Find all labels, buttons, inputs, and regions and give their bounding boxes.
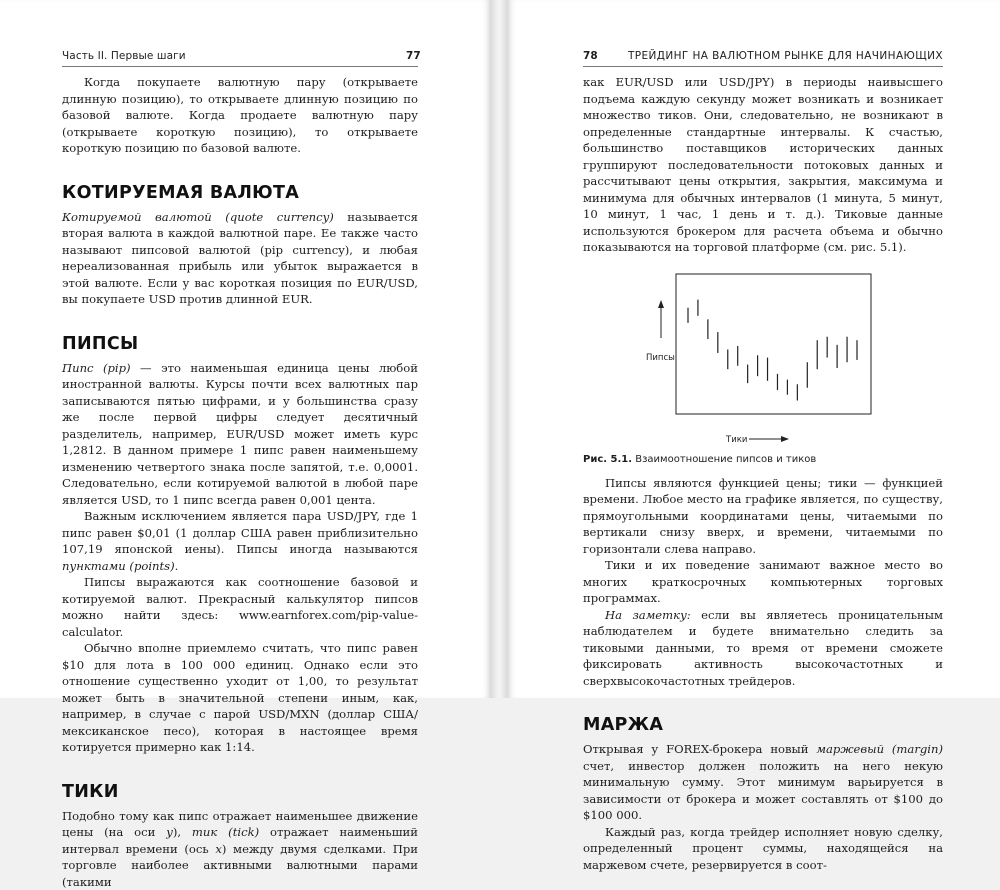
margin-paragraph-2: Каждый раз, когда трейдер исполняет новую сделку, определенный процент суммы, находящейся на маржевом счете, резервируется в сoот- (583, 824, 943, 874)
chart-frame (676, 274, 871, 414)
figure-caption (583, 454, 943, 465)
figure-5-1 (583, 270, 943, 450)
pips-text-2: Важным исключением является пара USD/JPY, где 1 пипс равен $0,01 (1 доллар США равен приблизительно 107,19 японской иены). Пипсы иногда называются (62, 509, 418, 556)
intro-paragraph: Когда покупаете валютную пару (открываете длинную позицию), то открываете длинную позицию по базовой валюте. Когда продаете валютную пару (открываете короткую позицию), то открываете короткую позицию по базовой валюте. (62, 74, 418, 157)
right-page (508, 0, 1000, 698)
pips-heading: ПИПСЫ (62, 334, 418, 354)
right-page-number: 78 (583, 50, 598, 62)
left-header-rule (62, 66, 418, 67)
ticks-text-a: Подобно тому как пипс отражает наименьшее движение цены (на оси (62, 809, 418, 840)
pips-text-1: — это наименьшая единица цены любой иностранной валюты. Курсы почти всех валютных пар записываются пятью цифрами, и у большинства сразу же после первой цифры следует десятичный разделитель, например, EUR/USD может иметь курс 1,2812. В данном примере 1 пипс равен наименьшему изменению четвертого знака после запятой, т.е. 0,0001. Следовательно, если котируемой валютой в любой паре является USD, то 1 пипс всегда равен 0,001 цента. (62, 361, 418, 507)
ticks-paragraph (62, 808, 418, 890)
ticks-heading: ТИКИ (62, 782, 418, 802)
book-gutter (490, 0, 508, 698)
continuation-paragraph: как EUR/USD или USD/JPY) в периоды наивысшего подъема каждую секунду может возникать и возникает множество тиков. Они, следовательно, не возникают в определенные стандартные интервалы. К счастью, большинство поставщиков исторических данных группируют последовательности потоковых данных и рассчитывают цены открытия, закрытия, максимума и минимума для обычных интервалов (1 минута, 5 минут, 10 минут, 1 час, 1 день и т. д.). Тиковые данные используются брокером для расчета объема и обычно показываются на торговой платформе (см. рис. 5.1). (583, 74, 943, 256)
chart-bars (688, 299, 857, 400)
tick-term: тик (tick) (192, 825, 259, 839)
left-page-number: 77 (406, 50, 421, 62)
note-label: На заметку: (605, 608, 691, 622)
left-page (0, 0, 490, 698)
pips-paragraph-4: Обычно вполне приемлемо считать, что пипс равен $10 для лота в 100 000 единиц. Однако если это отношение существенно уходит от 1,00, то результат может быть в значительной степени иным, как, например, в случае с парой USD/MXN (доллар США/мексиканское песо), которая в настоящее время котируется примерно как 1:14. (62, 640, 418, 756)
figure-caption-number: Рис. 5.1. (583, 454, 632, 465)
margin-text-b: счет, инвестор должен положить на него некую минимальную сумму. Этот минимум варьируется в зависимости от брокера и может составлять от $100 до $100 000. (583, 759, 943, 823)
left-text-column (62, 74, 418, 890)
pips-ticks-paragraph-1: Пипсы являются функцией цены; тики — функцией времени. Любое место на графике является, по существу, прямоугольными координатами цены, читаемыми по вертикали снизу вверх, и времени, читаемыми по горизонтали слева направо. (583, 475, 943, 558)
left-running-head: Часть II. Первые шаги (62, 50, 186, 62)
ticks-text-b: ), (173, 825, 192, 839)
note-text: если вы являетесь проницательным наблюдателем и будете внимательно следить за тиковыми данными, то время от времени сможете фиксировать активность высокочастотных и сверхвысокочастотных трейдеров. (583, 608, 943, 688)
pips-paragraph-3: Пипсы выражаются как соотношение базовой и котируемой валют. Прекрасный калькулятор пипсов можно найти здесь: www.earnforex.com/pip-value-calculator. (62, 574, 418, 640)
y-axis-arrowhead (658, 300, 664, 308)
x-axis-label: Тики (725, 435, 747, 445)
y-axis-label: Пипсы (646, 353, 675, 363)
ticks-text-c: отражает наименьший интервал времени (ось (62, 825, 418, 856)
pips-ticks-paragraph-2: Тики и их поведение занимают важное место во многих краткосрочных компьютерных торговых программах. (583, 557, 943, 607)
quote-currency-heading: КОТИРУЕМАЯ ВАЛЮТА (62, 183, 418, 203)
margin-text-a: Открывая у FOREX-брокера новый (583, 742, 816, 756)
quote-currency-term: Котируемой валютой (quote currency) (62, 210, 334, 224)
pips-ticks-chart (583, 270, 943, 450)
figure-caption-text: Взаимоотношение пипсов и тиков (632, 454, 816, 465)
pips-paragraph-1 (62, 360, 418, 509)
axis-y-term: y (166, 825, 173, 839)
points-term: пунктами (points) (62, 559, 175, 573)
pips-paragraph-2 (62, 508, 418, 574)
margin-heading: МАРЖА (583, 715, 943, 735)
pips-text-2-end: . (175, 559, 179, 573)
quote-currency-paragraph (62, 209, 418, 308)
margin-term: маржевый (margin) (816, 742, 943, 756)
axis-x-term: x (215, 842, 222, 856)
ticks-text-d: ) между двумя сделками. При торговле наиболее активными валютными парами (такими (62, 842, 418, 889)
pip-term: Пипс (pip) (62, 361, 131, 375)
margin-paragraph-1 (583, 741, 943, 824)
right-header-rule (583, 66, 943, 67)
right-running-head: ТРЕЙДИНГ НА ВАЛЮТНОМ РЫНКЕ ДЛЯ НАЧИНАЮЩИХ (628, 50, 943, 62)
quote-currency-text: называется вторая валюта в каждой валютной паре. Ее также часто называют пипсовой валютой (pip currency), и любая нереализованная прибыль или убыток выражается в этой валюте. Если у вас короткая позиция по EUR/USD, вы покупаете USD против длинной EUR. (62, 210, 418, 307)
right-text-column (583, 74, 943, 873)
x-axis-arrowhead (781, 436, 789, 442)
note-paragraph (583, 607, 943, 690)
